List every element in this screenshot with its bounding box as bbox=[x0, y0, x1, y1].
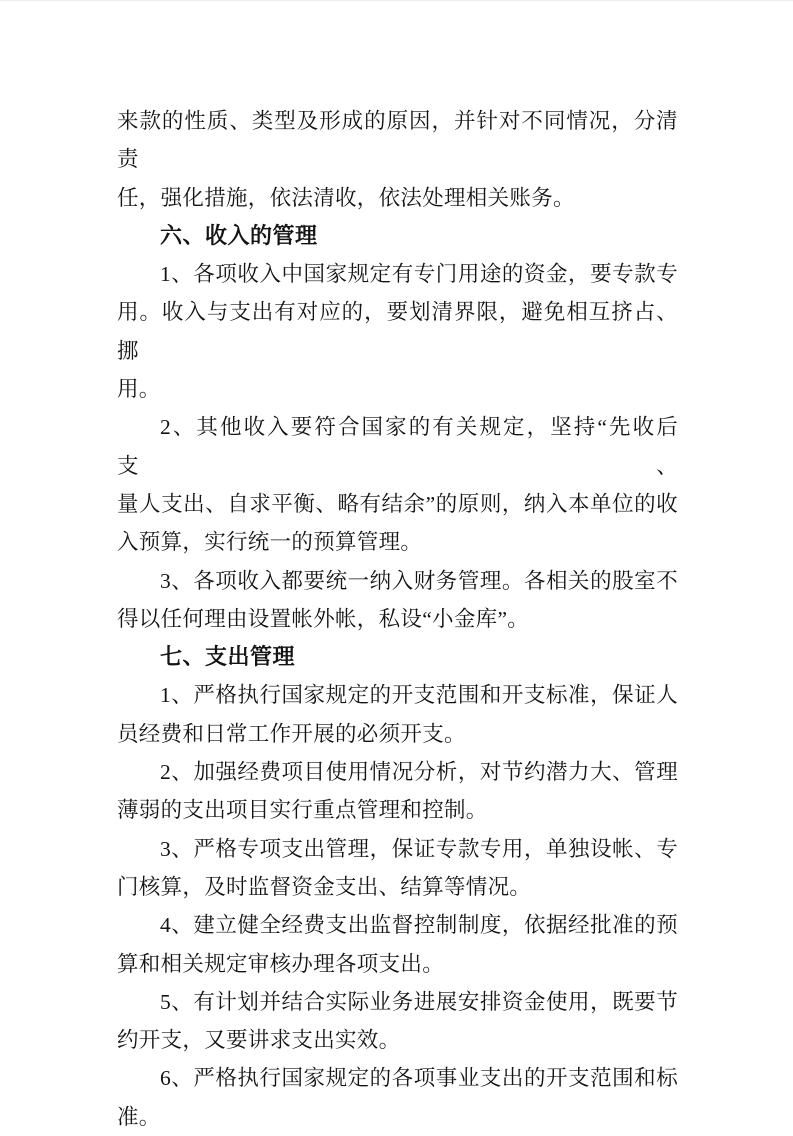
body-line: 5、有计划并结合实际业务进展安排资金使用，既要节 bbox=[160, 989, 678, 1014]
body-line: 准。 bbox=[117, 1104, 161, 1129]
body-line: 来款的性质、类型及形成的原因，并针对不同情况，分清责 bbox=[117, 109, 678, 172]
body-line: 薄弱的支出项目实行重点管理和控制。 bbox=[117, 798, 488, 823]
body-line: 门核算，及时监督资金支出、结算等情况。 bbox=[117, 874, 532, 899]
body-line: 算和相关规定审核办理各项支出。 bbox=[117, 951, 445, 976]
section-heading: 六、收入的管理 bbox=[160, 222, 318, 248]
body-line: 4、建立健全经费支出监督控制制度，依据经批准的预 bbox=[160, 913, 678, 938]
body-line: 用。收入与支出有对应的，要划清界限，避免相互挤占、挪 bbox=[117, 300, 678, 363]
document-body bbox=[117, 102, 678, 1136]
body-line: 3、严格专项支出管理，保证专款专用，单独设帐、专 bbox=[160, 836, 678, 861]
body-line: 约开支，又要讲求支出实效。 bbox=[117, 1028, 401, 1053]
body-line: 得以任何理由设置帐外帐，私设“小金库”。 bbox=[117, 606, 530, 631]
body-line: 6、严格执行国家规定的各项事业支出的开支范围和标 bbox=[160, 1066, 678, 1091]
body-line: 3、各项收入都要统一纳入财务管理。各相关的股室不 bbox=[160, 568, 678, 593]
body-line: 2、其他收入要符合国家的有关规定，坚持“先收后支、 bbox=[117, 415, 678, 478]
body-line: 任，强化措施，依法清收，依法处理相关账务。 bbox=[117, 185, 575, 210]
body-line: 1、严格执行国家规定的开支范围和开支标准，保证人 bbox=[160, 683, 678, 708]
body-line: 入预算，实行统一的预算管理。 bbox=[117, 530, 423, 555]
document-page bbox=[0, 1, 793, 1129]
body-line: 2、加强经费项目使用情况分析，对节约潜力大、管理 bbox=[160, 760, 678, 785]
section-heading: 七、支出管理 bbox=[160, 644, 296, 670]
body-line: 员经费和日常工作开展的必须开支。 bbox=[117, 721, 466, 746]
body-line: 1、各项收入中国家规定有专门用途的资金，要专款专 bbox=[160, 262, 678, 287]
body-line: 用。 bbox=[117, 377, 161, 402]
body-line: 量人支出、自求平衡、略有结余”的原则，纳入本单位的收 bbox=[117, 491, 678, 516]
